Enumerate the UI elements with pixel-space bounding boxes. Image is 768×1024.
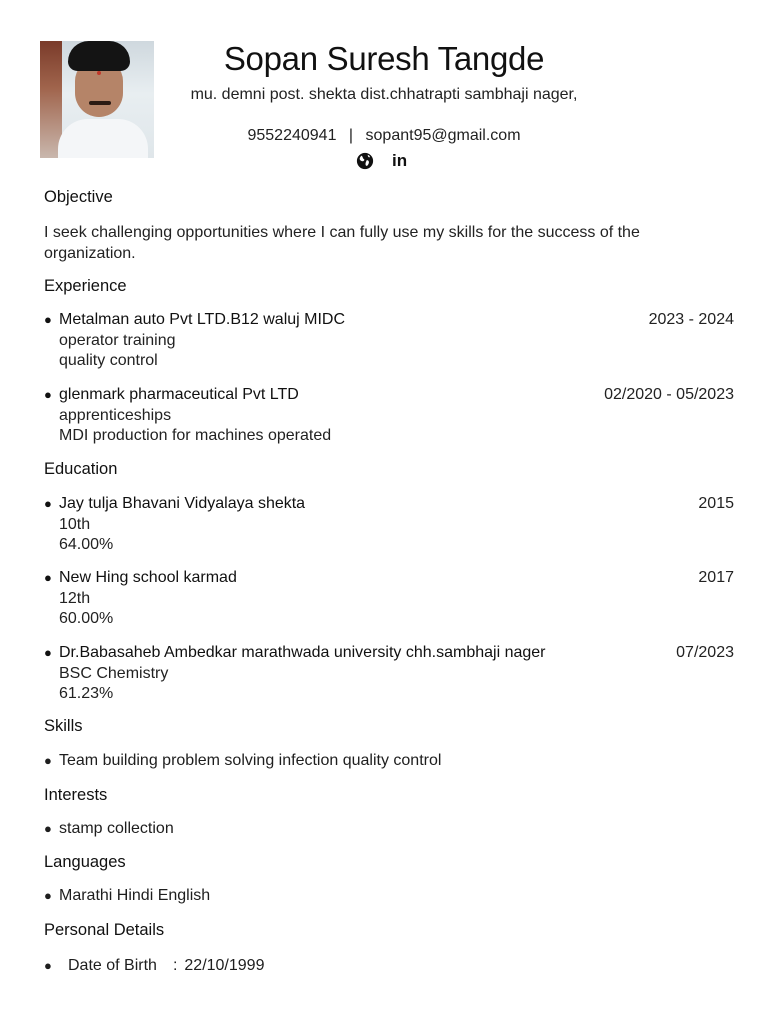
skill-item [44, 751, 734, 772]
section-title-experience: Experience [44, 277, 127, 295]
language-item [44, 886, 734, 907]
education-date: 07/2023 [676, 644, 734, 661]
interest-item [44, 819, 734, 840]
experience-org: Metalman auto Pvt LTD.B12 waluj MIDC [59, 311, 346, 328]
address: mu. demni post. shekta dist.chhatrapti sambhaji nager, [190, 86, 578, 103]
email-link[interactable]: sopant95@gmail.com [365, 127, 521, 144]
objective-text: I seek challenging opportunities where I can fully use my skills for the success of the organization. [44, 224, 640, 262]
language-text: Marathi Hindi English [59, 887, 211, 904]
education-date: 2017 [698, 569, 734, 586]
education-detail: 61.23% [59, 685, 114, 702]
education-detail: 10th [59, 515, 91, 533]
phone-number: 9552240941 [247, 127, 337, 144]
globe-icon[interactable] [356, 152, 374, 170]
social-icons [356, 152, 407, 170]
dob-value: 22/10/1999 [184, 957, 265, 974]
experience-item [44, 310, 734, 372]
bullet: ● [44, 312, 52, 327]
education-item [44, 643, 734, 705]
education-org: New Hing school karmad [59, 569, 237, 586]
bullet: ● [44, 753, 52, 768]
education-item [44, 568, 734, 630]
contact-line [0, 127, 768, 145]
bullet: ● [44, 570, 52, 585]
section-title-personal-details: Personal Details [44, 921, 165, 939]
experience-date: 02/2020 - 05/2023 [604, 386, 734, 403]
education-org: Jay tulja Bhavani Vidyalaya shekta [59, 495, 306, 512]
contact-separator: | [348, 127, 354, 144]
education-detail: 60.00% [59, 610, 114, 627]
personal-detail-item [44, 956, 734, 977]
education-detail: 64.00% [59, 536, 114, 553]
bullet: ● [44, 387, 52, 402]
dob-label: Date of Birth [68, 957, 157, 974]
bullet: ● [44, 958, 52, 973]
education-org: Dr.Babasaheb Ambedkar marathwada university chh.sambhaji nager [59, 644, 546, 661]
experience-date: 2023 - 2024 [648, 311, 734, 328]
education-detail: 12th [59, 589, 91, 607]
experience-detail: apprenticeships [59, 406, 172, 424]
experience-detail: quality control [59, 352, 158, 369]
experience-detail: MDI production for machines operated [59, 427, 332, 444]
linkedin-icon[interactable]: in [392, 151, 408, 170]
section-title-languages: Languages [44, 853, 126, 871]
bullet: ● [44, 496, 52, 511]
section-title-skills: Skills [44, 717, 83, 735]
section-title-education: Education [44, 460, 118, 478]
experience-org: glenmark pharmaceutical Pvt LTD [59, 386, 299, 403]
bullet: ● [44, 821, 52, 836]
section-title-interests: Interests [44, 786, 108, 804]
experience-item [44, 385, 734, 447]
experience-detail: operator training [59, 331, 176, 349]
skill-text: Team building problem solving infection quality control [59, 752, 442, 769]
bullet: ● [44, 888, 52, 903]
education-detail: BSC Chemistry [59, 664, 169, 682]
interest-text: stamp collection [59, 820, 174, 837]
education-item [44, 494, 734, 556]
section-title-objective: Objective [44, 188, 113, 206]
dob-separator: : [172, 957, 178, 974]
bullet: ● [44, 645, 52, 660]
education-date: 2015 [698, 495, 734, 512]
candidate-name: Sopan Suresh Tangde [223, 40, 545, 77]
